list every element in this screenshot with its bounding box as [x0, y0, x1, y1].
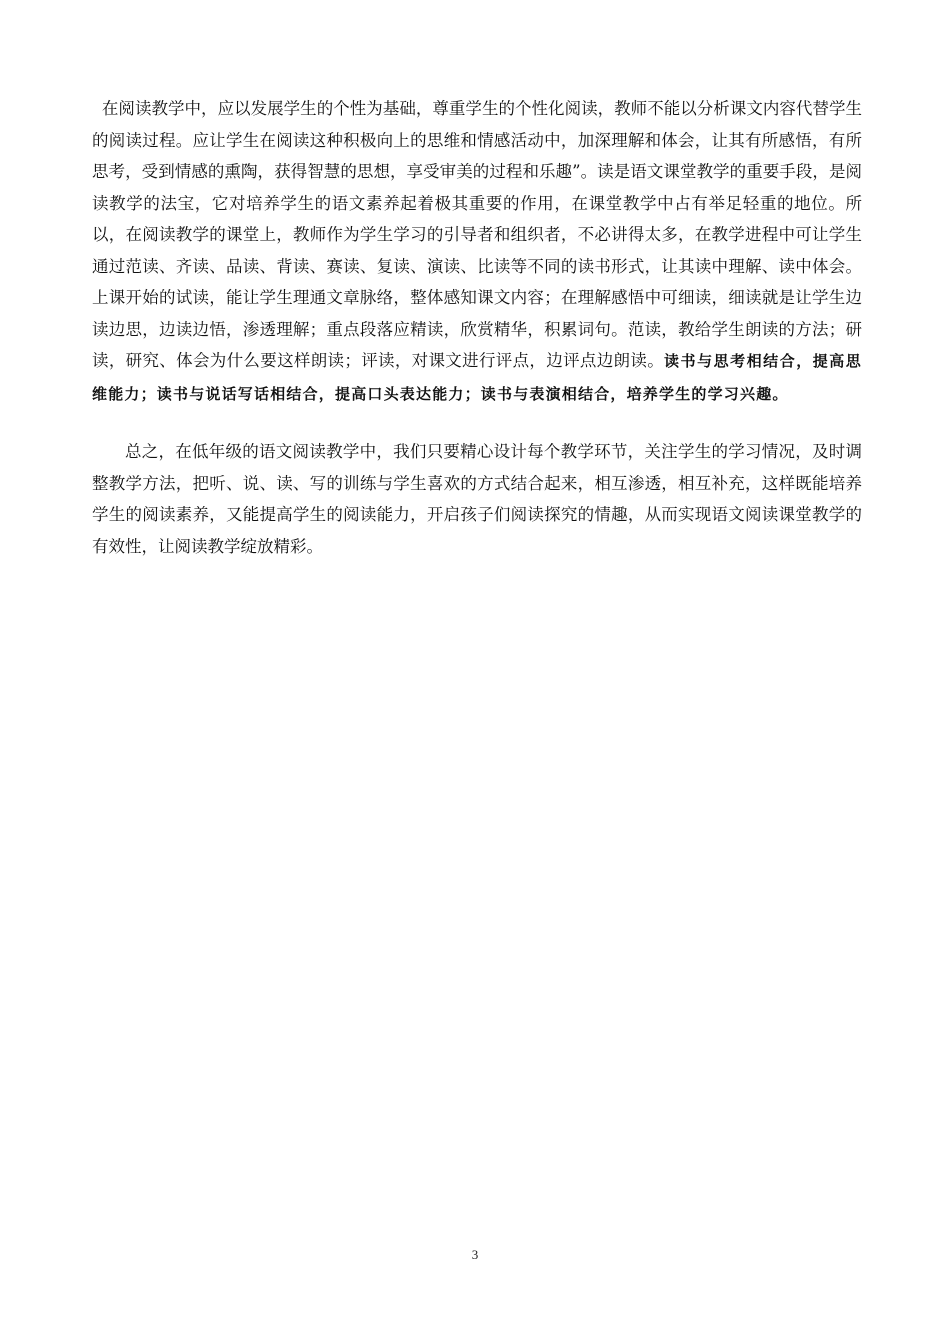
paragraph-conclusion: 总之，在低年级的语文阅读教学中，我们只要精心设计每个教学环节，关注学生的学习情况，及时调整教学方法，把听、说、读、写的训练与学生喜欢的方式结合起来，相互渗透，相互补充，这样既能培养学生的阅读素养，又能提高学生的阅读能力，开启孩子们阅读探究的情趣，从而实现语文阅读课堂教学的有效性，让阅读教学绽放精彩。: [92, 442, 862, 556]
page-number: 3: [471, 1247, 479, 1262]
emphasized-summary-text: 读书与思考相结合，提高思维能力；读书与说话写话相结合，提高口头表达能力；读书与表演相结合，培养学生的学习兴趣。: [92, 352, 863, 403]
document-body: [92, 93, 862, 562]
paragraph-reading-methods-text: 在阅读教学中，应以发展学生的个性为基础，尊重学生的个性化阅读，教师不能以分析课文内容代替学生的阅读过程。应让学生在阅读这种积极向上的思维和情感活动中，加深理解和体会，让其有所感悟，有所思考，受到情感的熏陶，获得智慧的思想，享受审美的过程和乐趣”。读是语文课堂教学的重要手段，是阅读教学的法宝，它对培养学生的语文素养起着极其重要的作用，在课堂教学中占有举足轻重的地位。所以，在阅读教学的课堂上，教师作为学生学习的引导者和组织者，不必讲得太多，在教学进程中可让学生通过范读、齐读、品读、背读、赛读、复读、演读、比读等不同的读书形式，让其读中理解、读中体会。上课开始的试读，能让学生理通文章脉络，整体感知课文内容；在理解感悟中可细读，细读就是让学生边读边思，边读边悟，渗透理解；重点段落应精读，欣赏精华，积累词句。范读，教给学生朗读的方法；研读，研究、体会为什么要这样朗读；评读，对课文进行评点，边评点边朗读。: [92, 99, 862, 370]
paragraph-reading-methods: [92, 93, 862, 410]
